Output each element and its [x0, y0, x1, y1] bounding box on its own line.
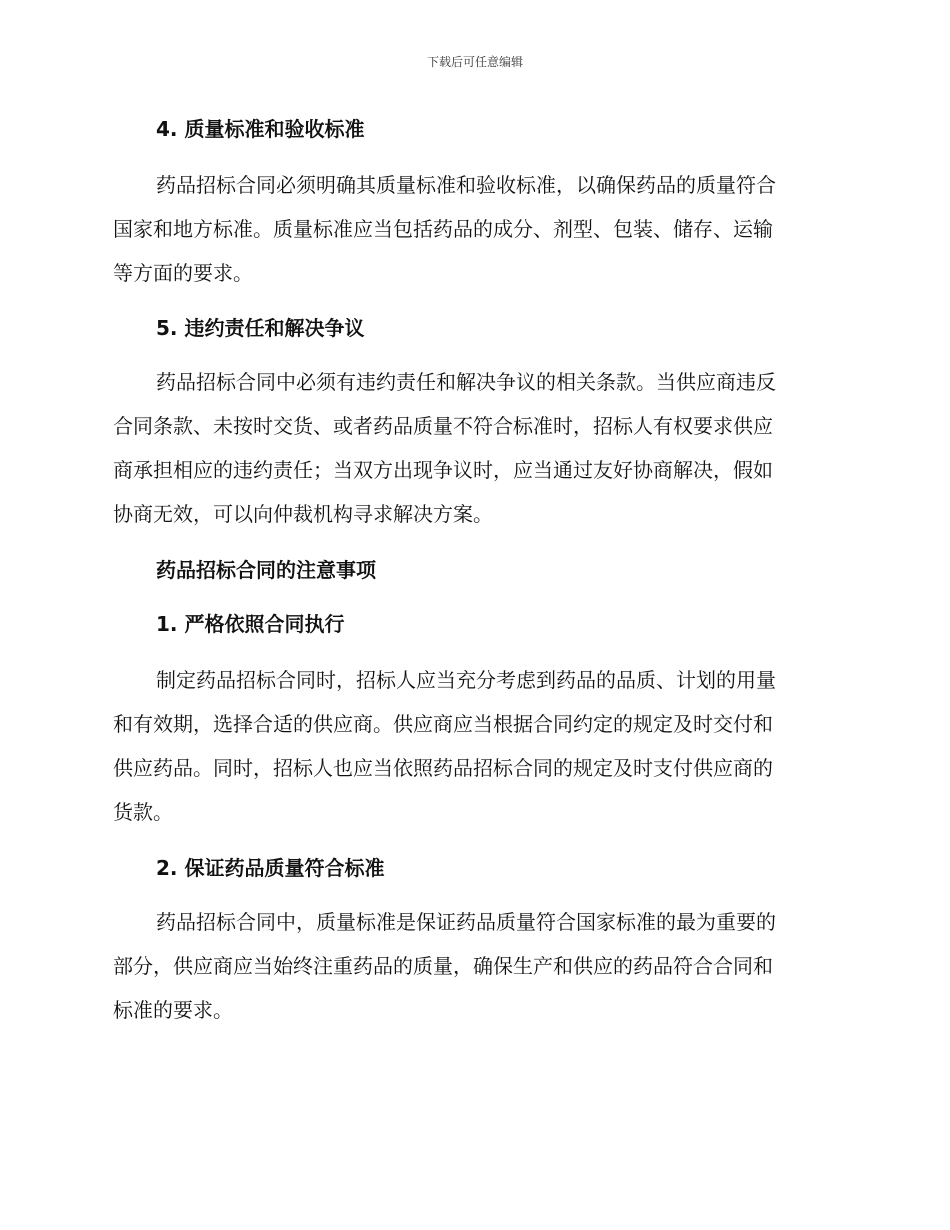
- paragraph-quality-assurance: [113, 900, 833, 1032]
- paragraph-line: 供应药品。同时，招标人也应当依照药品招标合同的规定及时支付供应商的: [113, 756, 773, 780]
- paragraph-line: 药品招标合同中必须有违约责任和解决争议的相关条款。当供应商违反: [156, 370, 776, 394]
- paragraph-line: 货款。: [113, 800, 173, 824]
- paragraph-line: 国家和地方标准。质量标准应当包括药品的成分、剂型、包装、储存、运输: [113, 217, 773, 241]
- paragraph-line: 协商无效，可以向仲裁机构寻求解决方案。: [113, 502, 493, 526]
- paragraph-line: 部分，供应商应当始终注重药品的质量，确保生产和供应的药品符合合同和: [113, 954, 773, 978]
- paragraph-line: 和有效期，选择合适的供应商。供应商应当根据合同约定的规定及时交付和: [113, 712, 773, 736]
- paragraph-line: 制定药品招标合同时，招标人应当充分考虑到药品的品质、计划的用量: [156, 668, 776, 692]
- paragraph-line: 合同条款、未按时交货、或者药品质量不符合标准时，招标人有权要求供应: [113, 414, 773, 438]
- paragraph-line: 等方面的要求。: [113, 261, 253, 285]
- paragraph-liability: [113, 360, 833, 536]
- section-heading-contract-compliance: 1. 严格依照合同执行: [156, 612, 345, 636]
- paragraph-contract-compliance: [113, 658, 833, 834]
- paragraph-line: 商承担相应的违约责任；当双方出现争议时，应当通过友好协商解决，假如: [113, 458, 773, 482]
- section-heading-liability: 5. 违约责任和解决争议: [156, 316, 365, 340]
- paragraph-quality-standards: [113, 163, 833, 295]
- section-heading-quality-assurance: 2. 保证药品质量符合标准: [156, 856, 385, 880]
- paragraph-line: 药品招标合同必须明确其质量标准和验收标准，以确保药品的质量符合: [156, 173, 776, 197]
- section-heading-quality-standards: 4. 质量标准和验收标准: [156, 117, 365, 141]
- section-heading-notes: 药品招标合同的注意事项: [156, 558, 376, 582]
- page-header: 下载后可任意编辑: [426, 55, 523, 69]
- paragraph-line: 药品招标合同中，质量标准是保证药品质量符合国家标准的最为重要的: [156, 910, 776, 934]
- paragraph-line: 标准的要求。: [113, 998, 233, 1022]
